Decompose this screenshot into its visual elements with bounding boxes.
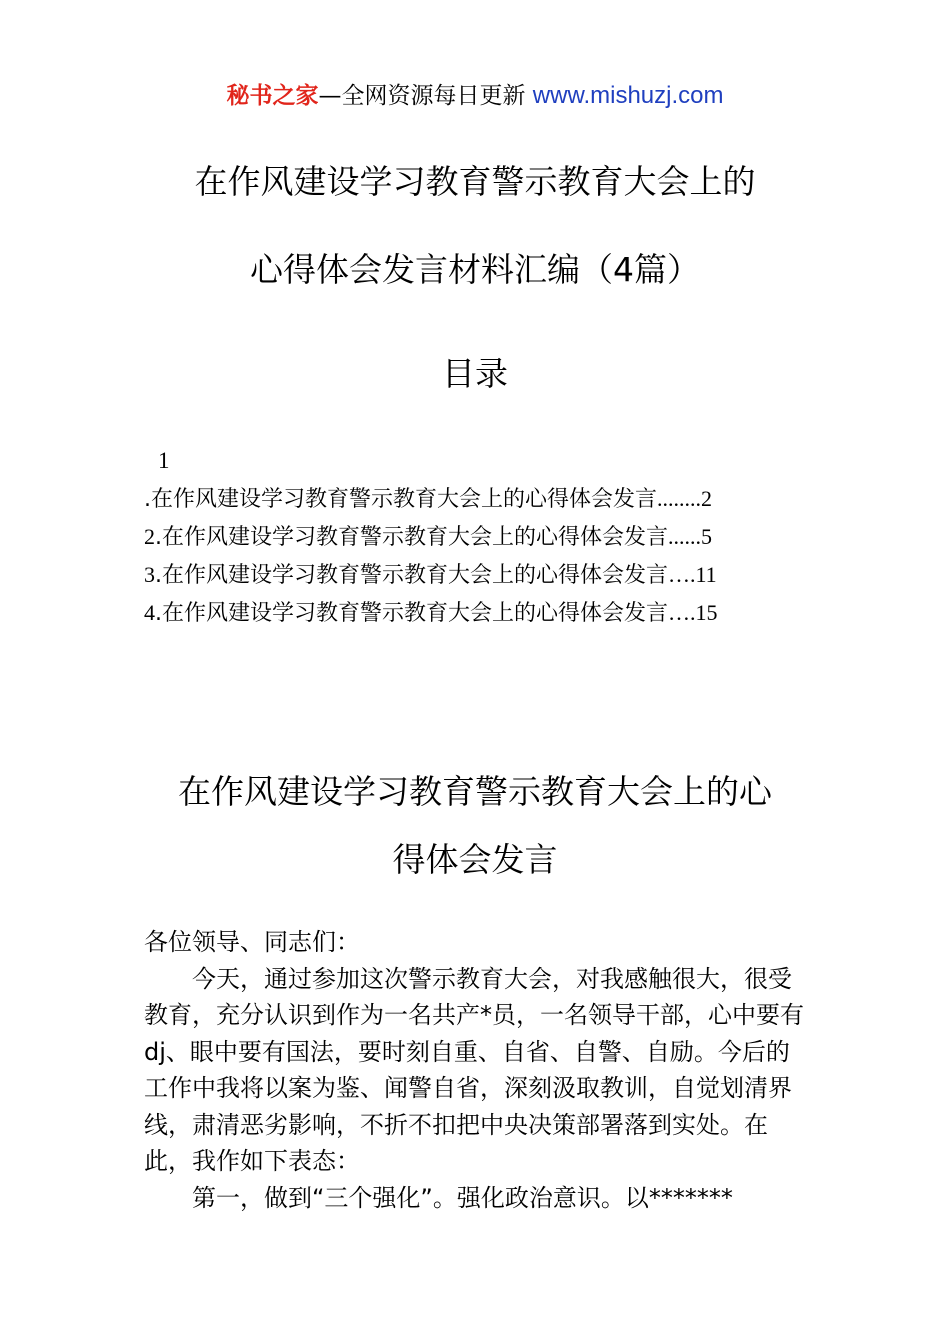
toc-item[interactable] <box>144 480 824 518</box>
toc-item-page: 15 <box>695 600 718 625</box>
site-url[interactable]: www.mishuzj.com <box>532 82 724 109</box>
toc-item-page: 2 <box>701 486 712 511</box>
paragraph-1: 今天，通过参加这次警示教育大会，对我感触很大，很受教育，充分认识到作为一名共产*员，一名领导干部，心中要有 dj、眼中要有国法，要时刻自重、自省、自警、自励。今后的工作中我将以案为鉴、闻警自省，深刻汲取教训，自觉划清界线，肃清恶劣影响，不折不扣把中央决策部署落到实处。在此，我作如下表态： <box>144 964 804 1175</box>
paragraph-2: 第一，做到“三个强化”。强化政治意识。以******* <box>192 1183 733 1212</box>
document-title-line-2: 心得体会发言材料汇编（4篇） <box>250 250 700 289</box>
article-title-line-2: 得体会发言 <box>392 840 558 879</box>
toc-item-page: 5 <box>701 524 712 549</box>
toc-item-number: 3 <box>144 562 155 587</box>
toc-item-page: 11 <box>695 562 717 587</box>
salutation: 各位领导、同志们： <box>144 928 360 956</box>
brand-name: 秘书之家 <box>226 83 319 109</box>
toc-item-dots: ........ <box>657 486 701 511</box>
toc-item-text: .在作风建设学习教育警示教育大会上的心得体会发言 <box>155 563 668 588</box>
toc-item-dots: ...... <box>668 524 701 549</box>
article-body <box>144 924 812 1216</box>
toc-item[interactable] <box>144 556 824 594</box>
document-title-line-1: 在作风建设学习教育警示教育大会上的 <box>194 162 756 201</box>
toc-item-number: 2 <box>144 524 155 549</box>
site-header <box>0 80 950 112</box>
toc-first-number: 1 <box>158 448 170 473</box>
toc-heading: 目录 <box>442 354 508 393</box>
toc-item[interactable] <box>144 518 824 556</box>
toc-item-dots: …. <box>668 562 696 587</box>
toc-item-text: .在作风建设学习教育警示教育大会上的心得体会发言 <box>155 601 668 626</box>
toc-item-dots: …. <box>668 600 696 625</box>
toc-item[interactable] <box>144 594 824 632</box>
toc-item-number: 4 <box>144 600 155 625</box>
toc-item-text: .在作风建设学习教育警示教育大会上的心得体会发言 <box>144 487 657 512</box>
table-of-contents <box>144 480 824 632</box>
header-slogan: —全网资源每日更新 <box>318 83 533 109</box>
article-title-line-1: 在作风建设学习教育警示教育大会上的心 <box>178 772 772 811</box>
toc-item-text: .在作风建设学习教育警示教育大会上的心得体会发言 <box>155 525 668 550</box>
